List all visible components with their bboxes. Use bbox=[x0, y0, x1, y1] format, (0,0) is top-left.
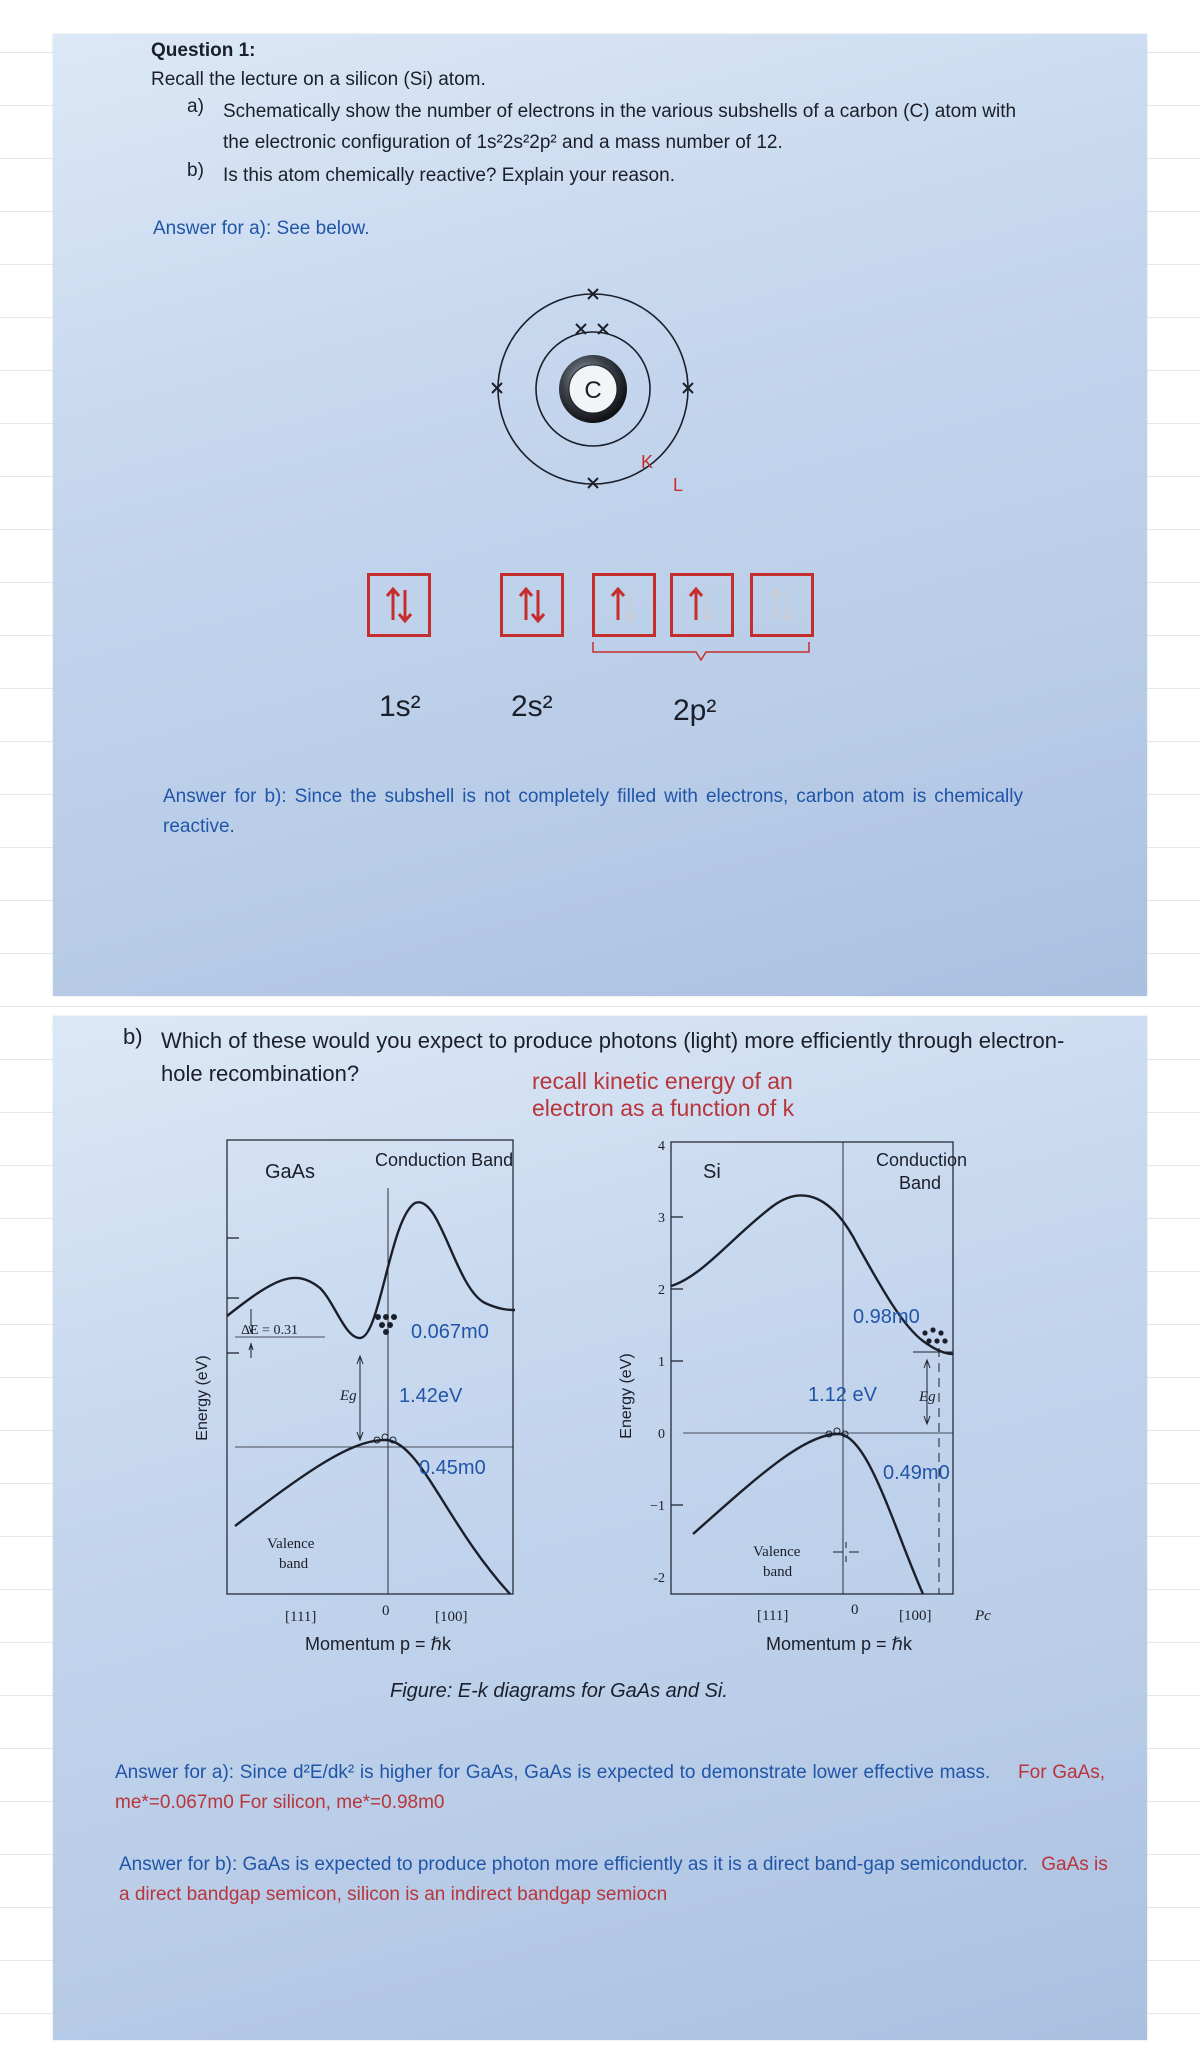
si-ytick-3: 3 bbox=[658, 1211, 665, 1226]
si-eg: Eg bbox=[919, 1389, 936, 1405]
si-mass-c: 0.98m0 bbox=[853, 1306, 920, 1328]
annotation-note: recall kinetic energy of an electron as a function of k bbox=[532, 1068, 795, 1121]
item-text: Schematically show the number of electrons in the various subshells of a carbon (C) atom with the electronic configuration of 1s²2s²2p² and a mass number of 12. bbox=[223, 101, 1017, 153]
si-mass-v: 0.49m0 bbox=[883, 1462, 950, 1484]
si-valence-label-2: band bbox=[763, 1564, 793, 1580]
question-b-photo bbox=[53, 1016, 1147, 2040]
question1-photo bbox=[53, 34, 1147, 996]
answer-a-text: Answer for a): Since d²E/dk² is higher for GaAs, GaAs is expected to demonstrate lower effective mass. bbox=[115, 1762, 991, 1783]
gaas-frame bbox=[227, 1140, 513, 1594]
si-ytick-4: 4 bbox=[658, 1139, 665, 1154]
subshell-label-2s: 2s² bbox=[511, 690, 553, 723]
gaas-gap: 1.42eV bbox=[399, 1385, 463, 1407]
si-x-mid: 0 bbox=[851, 1602, 859, 1618]
2p-bracket bbox=[591, 640, 811, 664]
item-label: b) bbox=[187, 160, 204, 181]
answer-a: Answer for a): See below. bbox=[153, 218, 370, 239]
si-x-pc: Pc bbox=[975, 1608, 991, 1624]
question-item-a bbox=[187, 96, 1057, 160]
si-x-right: [100] bbox=[899, 1608, 932, 1624]
nucleus-label: C bbox=[584, 377, 602, 404]
shell-label-k: K bbox=[641, 452, 654, 472]
gaas-ylabel: Energy (eV) bbox=[194, 1355, 211, 1441]
gaas-name: GaAs bbox=[265, 1161, 316, 1183]
si-ytick-0: 0 bbox=[658, 1427, 665, 1442]
gaas-ek-diagram bbox=[185, 1128, 585, 1662]
answer-b: Answer for b): Since the subshell is not completely filled with electrons, carbon atom is chemically reactive. bbox=[163, 786, 1023, 837]
si-ytick-m2: -2 bbox=[653, 1571, 665, 1586]
si-conduction-label-2: Band bbox=[899, 1173, 942, 1193]
gaas-xlabel: Momentum p = ℏk bbox=[305, 1634, 451, 1654]
gaas-delta-e: ΔE = 0.31 bbox=[241, 1323, 298, 1338]
si-name: Si bbox=[703, 1161, 721, 1183]
answer-b-text: Answer for b): GaAs is expected to produce photon more efficiently as it is a direct band-gap semiconductor. bbox=[119, 1854, 1028, 1875]
gaas-x-mid: 0 bbox=[382, 1603, 390, 1619]
gaas-conduction-curve bbox=[227, 1202, 515, 1338]
si-ylabel: Energy (eV) bbox=[618, 1353, 635, 1439]
gaas-eg: Eg bbox=[340, 1388, 357, 1404]
question-title: Question 1: bbox=[151, 40, 256, 61]
gaas-valence-label-2: band bbox=[279, 1556, 309, 1572]
item-label: a) bbox=[187, 96, 204, 117]
si-ytick-2: 2 bbox=[658, 1283, 665, 1298]
gaas-x-right: [100] bbox=[435, 1609, 468, 1625]
gaas-electrons bbox=[375, 1314, 397, 1335]
si-valence-curve bbox=[693, 1434, 923, 1594]
si-xlabel: Momentum p = ℏk bbox=[766, 1634, 912, 1654]
answer-a-tail: For GaAs, me*=0.067m0 For silicon, me*=0.98m0 bbox=[115, 1762, 1106, 1813]
si-x-left: [111] bbox=[757, 1608, 789, 1624]
subshell-label-2p: 2p² bbox=[673, 694, 717, 727]
answer-a bbox=[115, 1758, 1105, 1818]
question-intro: Recall the lecture on a silicon (Si) atom. bbox=[151, 69, 486, 90]
item-text: Is this atom chemically reactive? Explain your reason. bbox=[223, 165, 675, 186]
si-frame bbox=[671, 1142, 953, 1594]
si-conduction-label: Conduction bbox=[876, 1150, 968, 1170]
gaas-mass-v: 0.45m0 bbox=[419, 1457, 486, 1479]
question-text: Which of these would you expect to produce photons (light) more efficiently through electron-hole recombination? bbox=[161, 1028, 1065, 1086]
question-label: b) bbox=[123, 1024, 143, 1049]
si-ytick-m1: −1 bbox=[650, 1499, 665, 1514]
gaas-valence-label-1: Valence bbox=[267, 1536, 315, 1552]
gaas-conduction-label: Conduction Band bbox=[375, 1150, 514, 1170]
si-gap: 1.12 eV bbox=[808, 1384, 877, 1406]
shell-label-l: L bbox=[673, 475, 684, 495]
carbon-atom-diagram bbox=[463, 264, 763, 514]
si-ytick-1: 1 bbox=[658, 1355, 665, 1370]
si-ek-diagram bbox=[593, 1116, 1033, 1662]
si-valence-label-1: Valence bbox=[753, 1544, 801, 1560]
si-electrons bbox=[922, 1327, 947, 1343]
question-item-b bbox=[187, 160, 1057, 192]
answer-b-tail: GaAs is a direct bandgap semicon, silicon is an indirect bandgap semiocn bbox=[119, 1854, 1108, 1905]
subshell-label-1s: 1s² bbox=[379, 690, 421, 723]
answer-b bbox=[119, 1850, 1119, 1910]
gaas-x-left: [111] bbox=[285, 1609, 317, 1625]
figure-caption: Figure: E-k diagrams for GaAs and Si. bbox=[390, 1680, 728, 1702]
gaas-mass-c: 0.067m0 bbox=[411, 1321, 489, 1343]
si-conduction-curve bbox=[671, 1195, 953, 1354]
